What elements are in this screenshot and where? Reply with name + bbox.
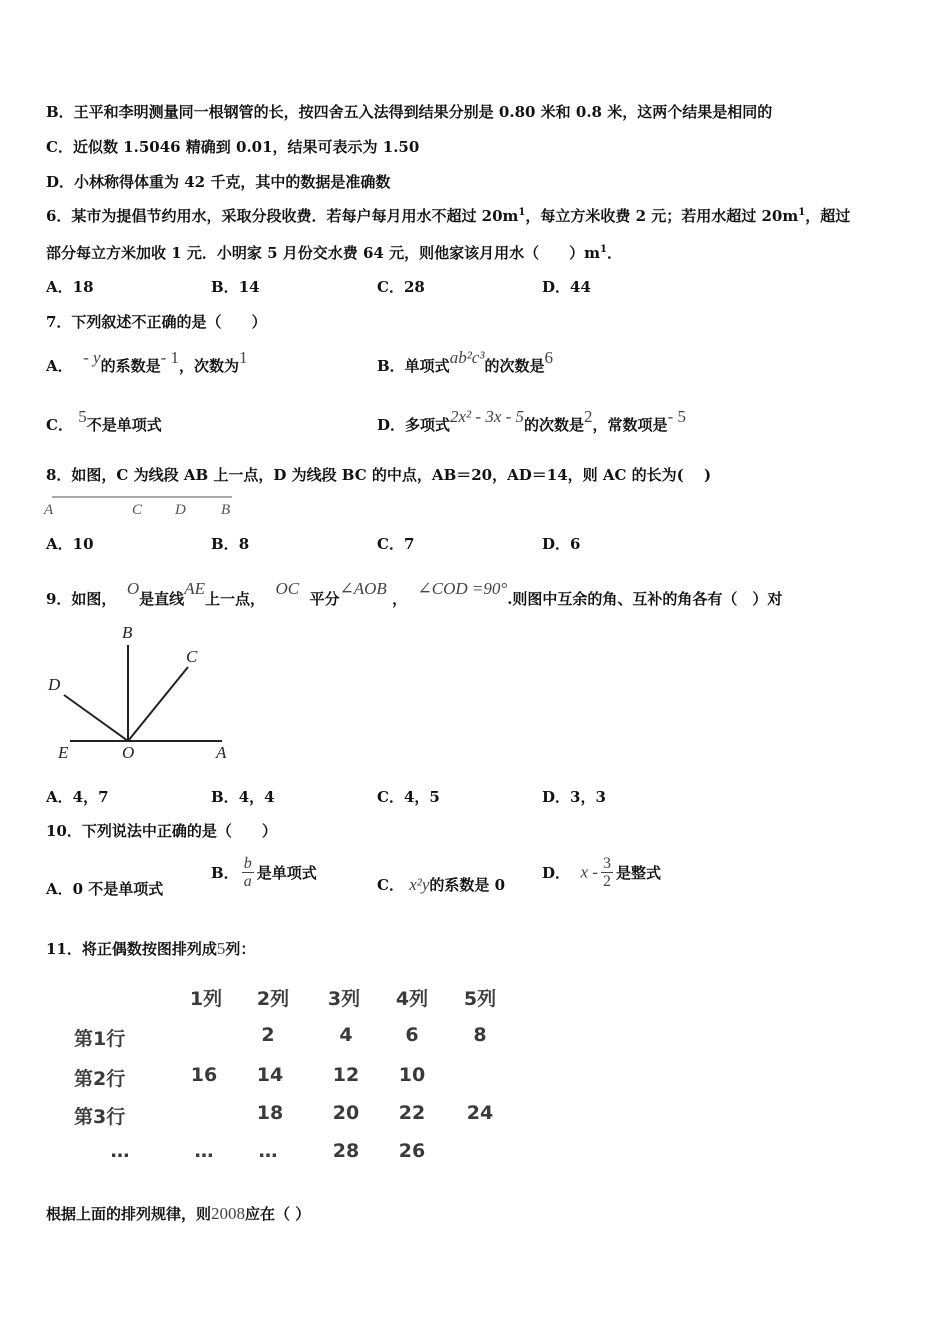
row-label-2: 第2行 [74, 1068, 126, 1090]
q8-stem: 8．如图，C 为线段 AB 上一点，D 为线段 BC 的中点，AB＝20，AD＝14，则 AC 的长为( ) [46, 466, 712, 484]
q6-option-b: B．14 [211, 278, 260, 296]
q6-option-c: C．28 [377, 278, 425, 296]
q9-label-a: A [216, 743, 227, 762]
q10-option-d: D． x - $\frac{3}{2}$ 是整式 [542, 855, 661, 890]
q9-option-a: A．4，7 [46, 788, 109, 806]
row-label-1: 第1行 [74, 1028, 126, 1050]
q10-option-a: A．0 不是单项式 [46, 880, 164, 898]
q8-label-d: D [175, 502, 186, 518]
q8-option-c: C．7 [377, 535, 415, 553]
row-label-4: … [110, 1140, 130, 1162]
q9-option-d: D．3，3 [542, 788, 606, 806]
q9-option-b: B．4，4 [211, 788, 275, 806]
q8-option-d: D．6 [542, 535, 581, 553]
q9-ray-od [64, 695, 128, 741]
q7-stem: 7．下列叙述不正确的是（ ） [46, 313, 267, 331]
q11-number-arrangement-table [66, 980, 516, 1170]
col-header-5: 5列 [463, 988, 497, 1010]
q8-label-c: C [132, 502, 143, 518]
q10-stem: 10．下列说法中正确的是（ ） [46, 822, 277, 840]
q9-label-e: E [58, 743, 69, 762]
q8-segment-figure [40, 490, 240, 520]
cell: 8 [473, 1024, 487, 1046]
q11-question: 根据上面的排列规律，则2008应在（ ） [46, 1204, 311, 1223]
cell: 18 [256, 1102, 284, 1124]
q8-option-a: A．10 [46, 535, 94, 553]
cell: 12 [332, 1064, 360, 1086]
q6-stem-line1: 6．某市为提倡节约用水，采取分段收费．若每户每月用水不超过 $20m^1$，每立方米收费 2 元；若用水超过 $20m^1$，超过 [46, 207, 851, 225]
q9-angle-figure [40, 615, 240, 765]
q6-option-a: A．18 [46, 278, 94, 296]
q8-label-b: B [221, 502, 231, 518]
cell: 16 [190, 1064, 218, 1086]
cell: 24 [466, 1102, 494, 1124]
q6-stem-line2: 部分每立方米加收 1 元．小明家 5 月份交水费 64 元，则他家该月用水（ ）$m^1$． [46, 244, 622, 262]
cell: 10 [398, 1064, 426, 1086]
cell: 20 [332, 1102, 360, 1124]
q9-label-d: D [48, 675, 61, 694]
q9-label-o: O [122, 743, 135, 762]
cell: 2 [261, 1024, 275, 1046]
cell: 6 [405, 1024, 419, 1046]
q11-stem: 11．将正偶数按图排列成5列： [46, 939, 256, 958]
cell: 22 [398, 1102, 426, 1124]
q10-fraction-3-over-2: $\frac{3}{2}$ [602, 855, 611, 890]
q10-fraction-b-over-a: $\frac{b}{a}$ [243, 855, 252, 890]
q7-option-a: A． - y的系数是- 1，次数为1 [46, 348, 248, 375]
cell: 26 [398, 1140, 426, 1162]
col-header-3: 3列 [327, 988, 361, 1010]
q9-option-c: C．4，5 [377, 788, 440, 806]
q7-option-b: B．单项式ab²c³的次数是6 [377, 348, 553, 375]
row-label-3: 第3行 [74, 1106, 126, 1128]
cell: 14 [256, 1064, 284, 1086]
q7-option-d: D．多项式2x² - 3x - 5的次数是2，常数项是- 5 [377, 407, 686, 434]
q5-option-d: D．小林称得体重为 42 千克，其中的数据是准确数 [46, 173, 391, 191]
q8-label-a: A [44, 502, 54, 518]
q10-option-b: B． $\frac{b}{a}$ 是单项式 [211, 855, 317, 890]
q9-stem: 9．如图， O是直线AE上一点， OC 平分∠AOB ， ∠COD =90°.则图中互余的角、互补的角各有（ ）对 [46, 579, 783, 608]
q6-option-d: D．44 [542, 278, 591, 296]
q5-option-b: B．王平和李明测量同一根钢管的长，按四舍五入法得到结果分别是 0.80 米和 0.8 米，这两个结果是相同的 [46, 103, 773, 121]
q9-label-b: B [122, 623, 133, 642]
col-header-2: 2列 [256, 988, 290, 1010]
cell: … [258, 1140, 278, 1162]
q9-ray-oc [128, 667, 188, 741]
col-header-1: 1列 [189, 988, 223, 1010]
cell: 28 [332, 1140, 360, 1162]
q5-option-c: C．近似数 1.5046 精确到 0.01，结果可表示为 1.50 [46, 138, 420, 156]
q9-label-c: C [186, 647, 198, 666]
cell: … [194, 1140, 214, 1162]
q8-option-b: B．8 [211, 535, 250, 553]
cell: 4 [339, 1024, 353, 1046]
q10-option-c: C． x²y的系数是 0 [377, 875, 506, 894]
q7-option-c: C． 5不是单项式 [46, 407, 162, 434]
col-header-4: 4列 [395, 988, 429, 1010]
